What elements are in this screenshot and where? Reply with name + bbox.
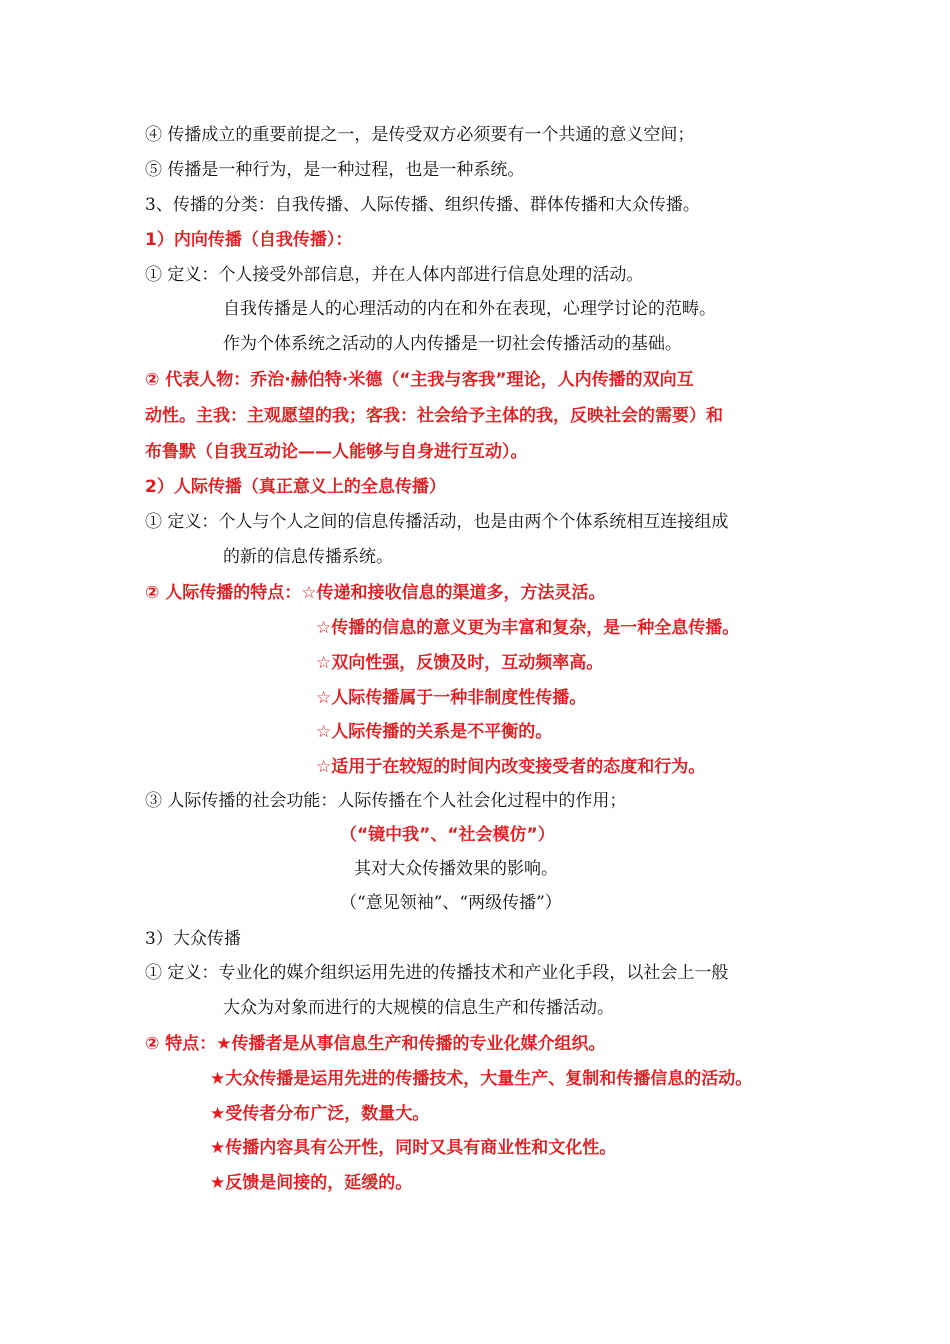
interpersonal-features-4: ☆人际传播属于一种非制度性传播。 (316, 688, 587, 708)
mass-features-3: ★受传者分布广泛，数量大。 (210, 1104, 430, 1124)
intrapersonal-representatives-2: 动性。主我：主观愿望的我；客我：社会给予主体的我，反映社会的需要）和 (145, 406, 723, 426)
interpersonal-features-1: ② 人际传播的特点：☆传递和接收信息的渠道多，方法灵活。 (145, 583, 606, 603)
intrapersonal-definition: ① 定义：个人接受外部信息，并在人体内部进行信息处理的活动。 (145, 265, 644, 285)
interpersonal-features-6: ☆适用于在较短的时间内改变接受者的态度和行为。 (316, 757, 706, 777)
opinion-leader-note: （“意见领袖”、“两级传播”） (340, 893, 562, 913)
interpersonal-features-5: ☆人际传播的关系是不平衡的。 (316, 722, 553, 742)
heading-intrapersonal: 1）内向传播（自我传播）： (145, 230, 353, 250)
mass-definition-2: 大众为对象而进行的大规模的信息生产和传播活动。 (223, 998, 614, 1018)
heading-interpersonal: 2）人际传播（真正意义上的全息传播） (145, 477, 446, 497)
looking-glass-self-note: （“镜中我”、“社会模仿”） (340, 825, 555, 845)
item-4-shared-meaning: ④ 传播成立的重要前提之一，是传受双方必须要有一个共通的意义空间； (145, 125, 695, 145)
interpersonal-definition-1: ① 定义：个人与个人之间的信息传播活动，也是由两个个体系统相互连接组成 (145, 512, 729, 532)
item-5-behavior-process-system: ⑤ 传播是一种行为，是一种过程，也是一种系统。 (145, 160, 525, 180)
interpersonal-features-3: ☆双向性强，反馈及时，互动频率高。 (316, 653, 604, 673)
intrapersonal-representatives-3: 布鲁默（自我互动论——人能够与自身进行互动）。 (145, 442, 528, 462)
mass-features-5: ★反馈是间接的，延缓的。 (210, 1173, 413, 1193)
section-3-classification: 3、传播的分类：自我传播、人际传播、组织传播、群体传播和大众传播。 (145, 195, 700, 215)
interpersonal-features-2: ☆传播的信息的意义更为丰富和复杂，是一种全息传播。 (316, 618, 740, 638)
mass-effect-influence: 其对大众传播效果的影响。 (354, 859, 558, 879)
interpersonal-social-function: ③ 人际传播的社会功能：人际传播在个人社会化过程中的作用； (145, 791, 627, 811)
interpersonal-definition-2: 的新的信息传播系统。 (223, 547, 393, 567)
mass-definition-1: ① 定义：专业化的媒介组织运用先进的传播技术和产业化手段，以社会上一般 (145, 963, 729, 983)
intrapersonal-note-1: 自我传播是人的心理活动的内在和外在表现，心理学讨论的范畴。 (223, 299, 716, 319)
heading-mass: 3）大众传播 (145, 929, 241, 949)
mass-features-4: ★传播内容具有公开性，同时又具有商业性和文化性。 (210, 1138, 617, 1158)
intrapersonal-note-2: 作为个体系统之活动的人内传播是一切社会传播活动的基础。 (223, 334, 682, 354)
mass-features-2: ★大众传播是运用先进的传播技术，大量生产、复制和传播信息的活动。 (210, 1069, 753, 1089)
intrapersonal-representatives-1: ② 代表人物：乔治·赫伯特·米德（“主我与客我”理论，人内传播的双向互 (145, 370, 694, 390)
mass-features-1: ② 特点：★传播者是从事信息生产和传播的专业化媒介组织。 (145, 1034, 606, 1054)
